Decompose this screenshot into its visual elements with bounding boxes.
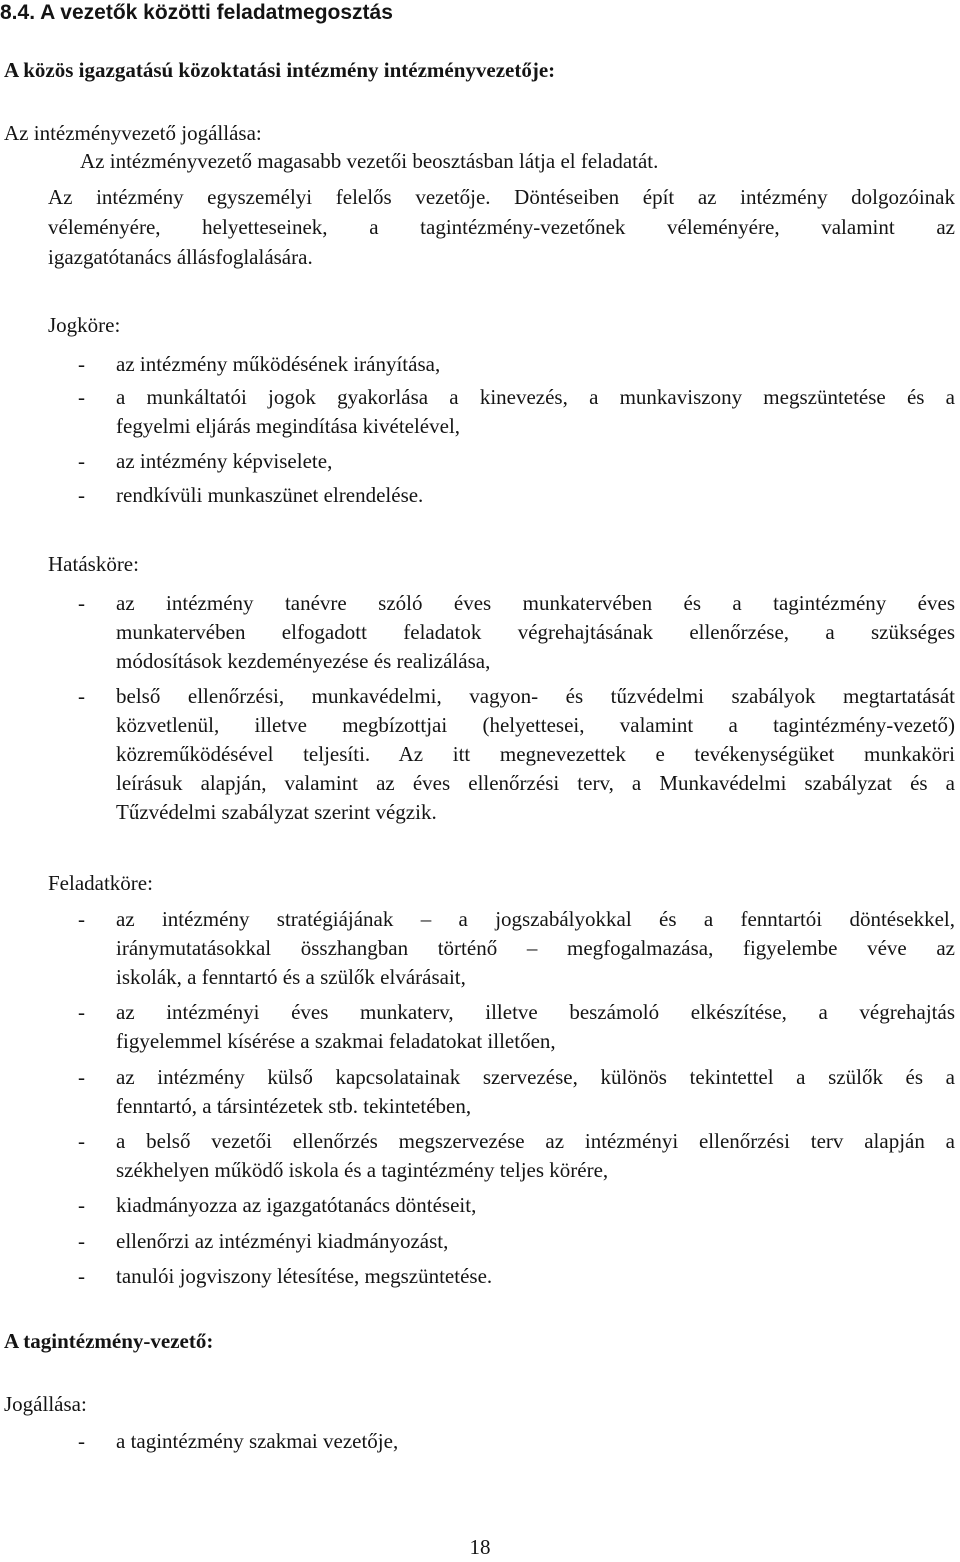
list-dash: - (78, 684, 85, 708)
list-item-cont: közreműködésével teljesíti. Az itt megnevezettek e tevékenységüket munkaköri (116, 742, 955, 766)
list-dash: - (78, 591, 85, 615)
list-item: a munkáltatói jogok gyakorlása a kinevezés, a munkaviszony megszüntetése és a (116, 385, 955, 409)
list-item-cont: fegyelmi eljárás megindítása kivételével, (116, 414, 461, 438)
intro-para-line: véleményére, helyetteseinek, a tagintézmény-vezetőnek véleményére, valamint az (48, 215, 955, 239)
section-subtitle: A közös igazgatású közoktatási intézmény intézményvezetője: (4, 58, 556, 82)
list-item-cont: módosítások kezdeményezése és realizálása, (116, 649, 491, 673)
page-number: 18 (469, 1535, 491, 1559)
tagintezmeny-jogallas: Jogállása: (4, 1392, 87, 1416)
list-item: kiadmányozza az igazgatótanács döntéseit, (116, 1193, 477, 1217)
list-dash: - (78, 1065, 85, 1089)
feladatkore-heading: Feladatköre: (48, 871, 153, 895)
list-item-cont: figyelemmel kísérése a szakmai feladatokat illetően, (116, 1029, 556, 1053)
list-dash: - (78, 483, 85, 507)
list-dash: - (78, 1193, 85, 1217)
list-item: az intézmény képviselete, (116, 449, 333, 473)
list-item: a tagintézmény szakmai vezetője, (116, 1429, 399, 1453)
list-item: tanulói jogviszony létesítése, megszüntetése. (116, 1264, 493, 1288)
list-dash: - (78, 1264, 85, 1288)
list-item: ellenőrzi az intézményi kiadmányozást, (116, 1229, 449, 1253)
section-title: 8.4. A vezetők közötti feladatmegosztás (0, 1, 393, 24)
intro-para-line: Az intézmény egyszemélyi felelős vezetője. Döntéseiben épít az intézmény dolgozóinak (48, 185, 955, 209)
list-item: rendkívüli munkaszünet elrendelése. (116, 483, 424, 507)
list-item: az intézmény működésének irányítása, (116, 352, 441, 376)
intro-line: Az intézményvezető magasabb vezetői beosztásban látja el feladatát. (80, 149, 659, 173)
jogallas-label: Az intézményvezető jogállása: (4, 121, 262, 145)
list-item-cont: leírásuk alapján, valamint az éves ellenőrzési terv, a Munkavédelmi szabályzat és a (116, 771, 955, 795)
list-item: az intézményi éves munkaterv, illetve beszámoló elkészítése, a végrehajtás (116, 1000, 955, 1024)
list-dash: - (78, 385, 85, 409)
list-item-cont: iskolák, a fenntartó és a szülők elvárásait, (116, 965, 466, 989)
intro-para-line: igazgatótanács állásfoglalására. (48, 245, 313, 269)
list-item: az intézmény stratégiájának – a jogszabályokkal és a fenntartói döntésekkel, (116, 907, 955, 931)
list-dash: - (78, 1429, 85, 1453)
list-item: a belső vezetői ellenőrzés megszervezése az intézményi ellenőrzési terv alapján a (116, 1129, 955, 1153)
list-item-cont: munkatervében elfogadott feladatok végrehajtásának ellenőrzése, a szükséges (116, 620, 955, 644)
jogkore-heading: Jogköre: (48, 313, 121, 337)
list-item-cont: fenntartó, a társintézetek stb. tekintetében, (116, 1094, 472, 1118)
list-dash: - (78, 1000, 85, 1024)
list-item-cont: iránymutatásokkal összhangban történő – megfogalmazása, figyelembe véve az (116, 936, 955, 960)
list-dash: - (78, 352, 85, 376)
list-item: az intézmény tanévre szóló éves munkatervében és a tagintézmény éves (116, 591, 955, 615)
list-dash: - (78, 449, 85, 473)
list-dash: - (78, 1229, 85, 1253)
list-dash: - (78, 1129, 85, 1153)
list-item: belső ellenőrzési, munkavédelmi, vagyon- és tűzvédelmi szabályok megtartatását (116, 684, 955, 708)
hataskore-heading: Hatásköre: (48, 552, 139, 576)
tagintezmeny-heading: A tagintézmény-vezető: (4, 1329, 214, 1353)
list-item-cont: székhelyen működő iskola és a tagintézmény teljes körére, (116, 1158, 609, 1182)
list-item: az intézmény külső kapcsolatainak szervezése, különös tekintettel a szülők és a (116, 1065, 955, 1089)
list-item-cont: Tűzvédelmi szabályzat szerint végzik. (116, 800, 437, 824)
list-item-cont: közvetlenül, illetve megbízottjai (helyettesei, valamint a tagintézmény-vezető) (116, 713, 955, 737)
list-dash: - (78, 907, 85, 931)
